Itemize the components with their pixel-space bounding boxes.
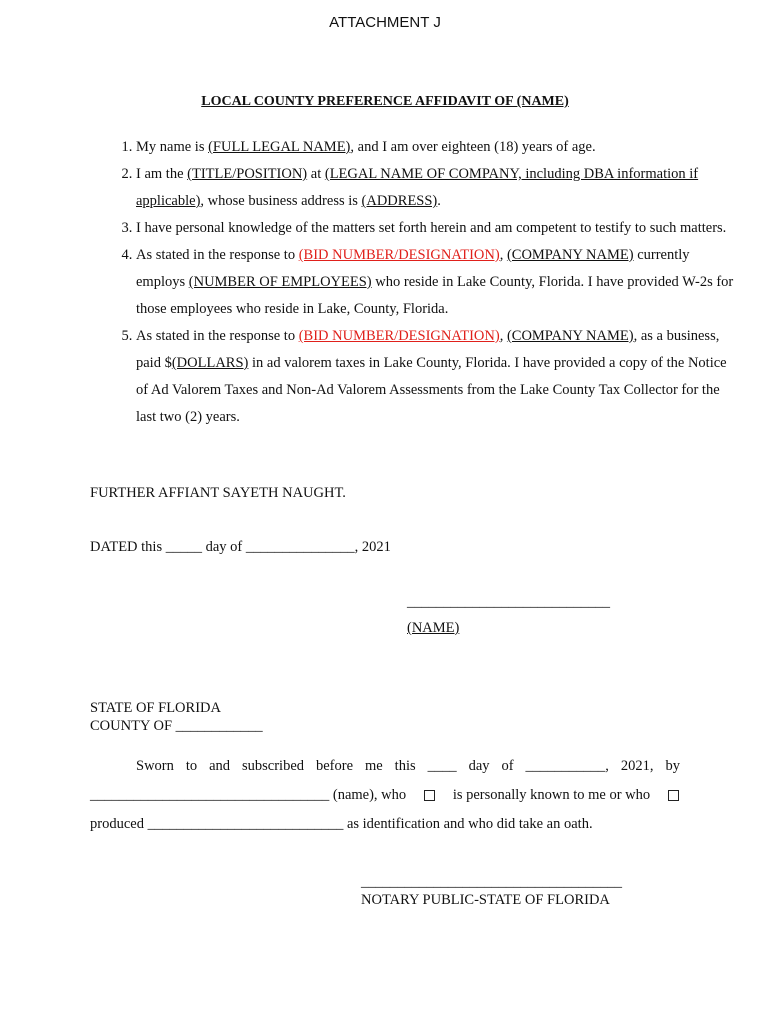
further-affiant: FURTHER AFFIANT SAYETH NAUGHT. [90,485,346,501]
item-2 [136,161,736,215]
word: day [468,758,490,774]
item-1-text: My name is [136,139,209,155]
full-legal-name-field[interactable]: (FULL LEGAL NAME) [208,139,351,155]
word: before [315,758,354,774]
attachment-header: ATTACHMENT J [329,14,441,31]
item-4 [136,242,736,323]
word: 2021, [620,758,654,774]
item-3 [136,215,736,242]
word: of [501,758,514,774]
identification-blank[interactable]: ___________________________ as identification and who did take an oath. [147,816,593,832]
word: me [364,758,383,774]
title-position-field[interactable]: (TITLE/POSITION) [187,166,308,182]
personally-known-checkbox[interactable] [424,790,435,801]
signature-name: (NAME) [407,620,460,636]
produced-id-checkbox[interactable] [668,790,679,801]
number-of-employees-field[interactable]: (NUMBER OF EMPLOYEES) [188,274,372,290]
item-5 [136,323,736,431]
state-label: STATE OF FLORIDA [90,700,221,716]
document-title: LOCAL COUNTY PREFERENCE AFFIDAVIT OF (NAME) [201,94,569,109]
item-2-mid: , whose business address is [200,193,362,209]
item-4-comma: , [499,247,507,263]
item-3-text: I have personal knowledge of the matters set forth herein and am competent to testify to such matters. [136,220,727,236]
word: to [185,758,198,774]
notary-signature-line[interactable]: ____________________________________ [361,874,622,890]
company-name-field[interactable]: (COMPANY NAME) [506,247,634,263]
company-legal-name-field[interactable]: (LEGAL NAME OF COMPANY, including DBA information if applicable) [136,166,699,209]
item-2-text: I am the [136,166,188,182]
item-5-mid: , as a business, paid $ [136,328,720,371]
word: this [394,758,416,774]
affidavit-items [90,134,736,431]
personally-known-text: is personally known to me or who [452,787,651,803]
bid-number-field[interactable]: (BID NUMBER/DESIGNATION) [298,328,500,344]
county-label[interactable]: COUNTY OF ____________ [90,718,263,734]
month-blank[interactable]: ___________, [525,758,609,774]
word: by [665,758,680,774]
sworn-line-1 [90,752,680,781]
item-5-end: in ad valorem taxes in Lake County, Florida. I have provided a copy of the Notice of Ad Valorem Taxes and Non-Ad Valorem Assessments from the Lake County Tax Collector for the last two (2) years. [136,355,727,425]
item-2-end: . [437,193,441,209]
item-1 [136,134,736,161]
dated-line[interactable]: DATED this _____ day of _______________, 2021 [90,539,391,555]
word: subscribed [242,758,305,774]
word: and [209,758,231,774]
sworn-paragraph [90,752,680,839]
produced-label: produced [90,816,144,832]
item-4-text: As stated in the response to [136,247,299,263]
bid-number-field[interactable]: (BID NUMBER/DESIGNATION) [298,247,500,263]
item-1-tail: , and I am over eighteen (18) years of age. [350,139,596,155]
sworn-line-3 [90,810,680,839]
sworn-line-2 [90,781,680,810]
item-5-text: As stated in the response to [136,328,299,344]
day-blank[interactable]: ____ [427,758,457,774]
item-4-end: who reside in Lake County, Florida. I have provided W-2s for those employees who reside in Lake, County, Florida. [136,274,734,317]
company-name-field[interactable]: (COMPANY NAME) [506,328,634,344]
notary-label: NOTARY PUBLIC-STATE OF FLORIDA [361,892,610,908]
item-5-comma: , [499,328,507,344]
item-4-mid: currently employs [136,247,690,290]
signature-line[interactable]: ____________________________ [407,594,610,610]
word: Sworn [136,758,174,774]
name-blank[interactable]: _________________________________ (name), who [90,787,407,803]
dollars-field[interactable]: (DOLLARS) [171,355,249,371]
address-field[interactable]: (ADDRESS) [361,193,438,209]
item-2-at: at [307,166,325,182]
